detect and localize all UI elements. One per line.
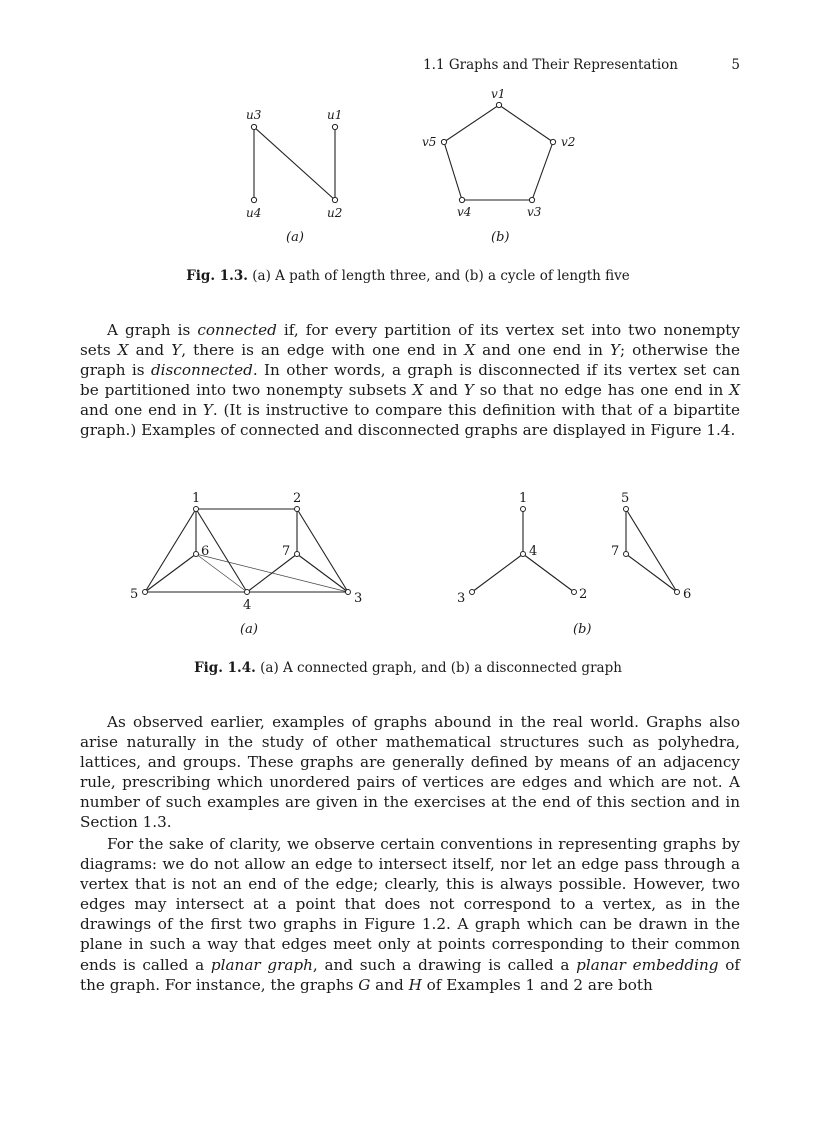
vertex-v5 bbox=[441, 139, 446, 144]
figure-1-4 bbox=[0, 480, 816, 640]
vertex-label-u1: u1 bbox=[327, 108, 343, 122]
vertex-label-2: 2 bbox=[293, 491, 302, 506]
vertex-label-1: 1 bbox=[192, 491, 201, 506]
vertex-label-6: 6 bbox=[201, 544, 210, 559]
vertex-label-4: 4 bbox=[243, 598, 252, 613]
vertex-label-v2: v2 bbox=[561, 135, 576, 149]
vertex-label-5: 5 bbox=[130, 587, 139, 602]
figure-1-3-panel-b bbox=[422, 87, 575, 245]
figure-1-3-caption bbox=[0, 268, 816, 284]
paragraph-connected-definition: A graph is connected if, for every partition of its vertex set into two nonempty sets X and Y, there is an edge with one end in X and one end in Y; otherwise the graph is disconnected. In other words, a graph is disconnected if its vertex set can be partitioned into two nonempty subsets X and Y so that no edge has one end in X and one end in Y. (It is instructive to compare this definition with that of a bipartite graph.) Examples of connected and disconnected graphs are displayed in Figure 1.4. bbox=[80, 321, 740, 440]
vertex-label-5: 5 bbox=[621, 491, 630, 506]
paragraph-examples: As observed earlier, examples of graphs abound in the real world. Graphs also arise naturally in the study of other mathematical structures such as polyhedra, lattices, and groups. These graphs are generally defined by means of an adjacency rule, prescribing which unordered pairs of vertices are edges and which are not. A number of such examples are given in the exercises at the end of this section and in Section 1.3. bbox=[80, 713, 740, 832]
caption-text: (a) A path of length three, and (b) a cycle of length five bbox=[252, 268, 630, 284]
panel-label-b: (b) bbox=[491, 230, 510, 245]
vertex-label-7: 7 bbox=[611, 544, 620, 559]
vertex-7 bbox=[624, 552, 629, 557]
vertex-1 bbox=[194, 507, 199, 512]
vertex-v4 bbox=[459, 197, 464, 202]
vertex-label-v3: v3 bbox=[527, 205, 542, 219]
vertex-label-u3: u3 bbox=[246, 108, 262, 122]
vertex-4 bbox=[521, 552, 526, 557]
vertex-label-6: 6 bbox=[683, 587, 692, 602]
caption-label: Fig. 1.3. bbox=[186, 268, 248, 284]
vertex-v1 bbox=[496, 102, 501, 107]
vertex-label-2: 2 bbox=[579, 587, 588, 602]
vertex-v3 bbox=[529, 197, 534, 202]
vertex-3 bbox=[346, 590, 351, 595]
vertex-7 bbox=[295, 552, 300, 557]
vertex-u2 bbox=[332, 197, 337, 202]
page-number: 5 bbox=[731, 57, 740, 73]
caption-label: Fig. 1.4. bbox=[194, 660, 256, 676]
vertex-label-v5: v5 bbox=[422, 135, 437, 149]
panel-label-a: (a) bbox=[286, 230, 304, 245]
vertex-u3 bbox=[251, 124, 256, 129]
vertex-label-u4: u4 bbox=[246, 206, 262, 220]
vertex-label-7: 7 bbox=[282, 544, 291, 559]
figure-1-3-panel-a bbox=[246, 108, 342, 245]
vertex-label-1: 1 bbox=[519, 491, 528, 506]
header-section-title: 1.1 Graphs and Their Representation bbox=[423, 57, 678, 73]
vertex-label-u2: u2 bbox=[327, 206, 343, 220]
vertex-2 bbox=[295, 507, 300, 512]
vertex-label-v1: v1 bbox=[491, 87, 506, 101]
figure-1-4-caption bbox=[0, 660, 816, 676]
vertex-u4 bbox=[251, 197, 256, 202]
vertex-3 bbox=[470, 590, 475, 595]
paragraph-planar-conventions: For the sake of clarity, we observe certain conventions in representing graphs by diagrams: we do not allow an edge to intersect itself, nor let an edge pass through a vertex that is not an end of the edge; clearly, this is always possible. However, two edges may intersect at a point that does not correspond to a vertex, as in the drawings of the first two graphs in Figure 1.2. A graph which can be drawn in the plane in such a way that edges meet only at points corresponding to their common ends is called a planar graph, and such a drawing is called a planar embedding of the graph. For instance, the graphs G and H of Examples 1 and 2 are both bbox=[80, 835, 741, 994]
vertex-v2 bbox=[550, 139, 555, 144]
panel-label-a: (a) bbox=[240, 622, 258, 637]
vertex-6 bbox=[675, 590, 680, 595]
figure-1-4-panel-a bbox=[130, 491, 362, 637]
vertex-2 bbox=[572, 590, 577, 595]
vertex-label-v4: v4 bbox=[457, 205, 472, 219]
vertex-label-4: 4 bbox=[529, 544, 538, 559]
vertex-label-3: 3 bbox=[457, 591, 466, 606]
caption-text: (a) A connected graph, and (b) a disconnected graph bbox=[260, 660, 622, 676]
vertex-4 bbox=[245, 590, 250, 595]
figure-1-4-panel-b bbox=[457, 491, 691, 637]
vertex-1 bbox=[521, 507, 526, 512]
vertex-5 bbox=[143, 590, 148, 595]
figure-1-3 bbox=[0, 0, 816, 260]
vertex-5 bbox=[624, 507, 629, 512]
vertex-label-3: 3 bbox=[354, 591, 363, 606]
vertex-6 bbox=[194, 552, 199, 557]
vertex-u1 bbox=[332, 124, 337, 129]
panel-label-b: (b) bbox=[573, 622, 592, 637]
